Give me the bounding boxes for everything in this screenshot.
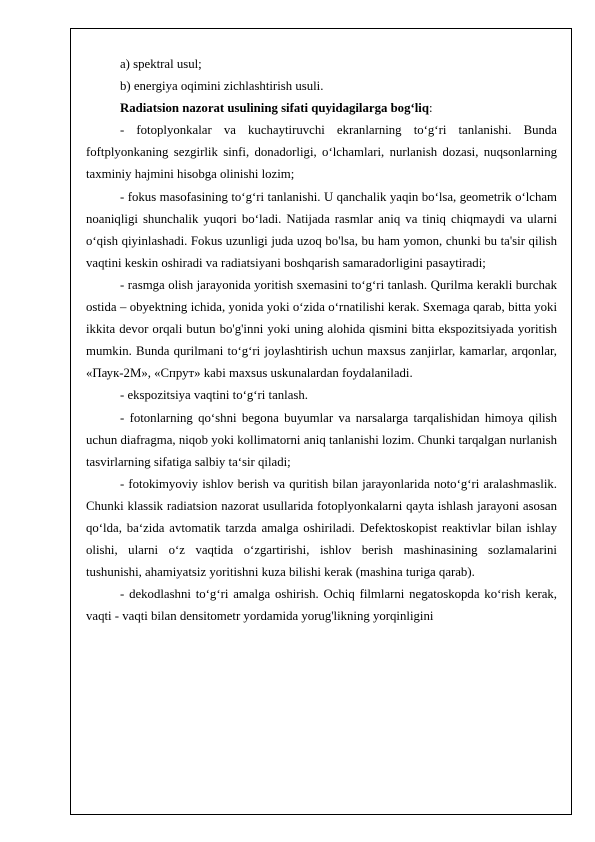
section-heading-colon: : <box>428 101 433 116</box>
list-item-b: b) energiya oqimini zichlashtirish usuli. <box>120 79 324 94</box>
paragraph-scatter-protection: - fotonlarning qo‘shni begona buyumlar va narsalarga tarqalishidan himoya qilish uchun diafragma, niqob yoki kollimatorni aniq tanlanishi lozim. Chunki tarqalgan nurlanish tasvirlarning sifatiga salbiy ta‘sir qiladi; <box>86 410 557 469</box>
paragraph-photochemical-processing: - fotokimyoviy ishlov berish va quritish bilan jarayonlarida noto‘g‘ri aralashmaslik. Chunki klassik radiatsion nazorat usullarida fotoplyonkalarni qayta ishlash jarayoni asosan qo‘lda, ba‘zida avtomatik tarzda amalga oshiriladi. Defektoskopist reaktivlar bilan ishlay olishi, ularni o‘z vaqtida o‘zgartirishi, ishlov berish mashinasining sozlamalarini tushunishi, ahamiyatsiz yoritishni kuza bilishi kerak (mashina turiga qarab). <box>86 476 557 580</box>
paragraph-exposure-time: - ekspozitsiya vaqtini to‘g‘ri tanlash. <box>120 388 308 403</box>
document-body <box>86 53 557 627</box>
paragraph-film-selection: - fotoplyonkalar va kuchaytiruvchi ekranlarning to‘g‘ri tanlanishi. Bunda foftplyonkaning sezgirlik sinfi, donadorligi, o‘lchamlari, nurlanish dozasi, nuqsonlarning taxminiy hajmini hisobga olinishi lozim; <box>86 123 557 182</box>
paragraph-decoding: - dekodlashni to‘g‘ri amalga oshirish. Ochiq filmlarni negatoskopda ko‘rish kerak, vaqti - vaqti bilan densitometr yordamida yorug'likning yorqinligini <box>86 587 557 624</box>
list-item-a: a) spektral usul; <box>120 57 202 71</box>
section-heading <box>86 97 557 119</box>
paragraph-focus-distance: - fokus masofasining to‘g‘ri tanlanishi. U qanchalik yaqin bo‘lsa, geometrik o‘lcham noaniqligi shunchalik yuqori bo‘ladi. Natijada rasmlar aniq va tiniq chiqmaydi va ularni o‘qish qiyinlashadi. Fokus uzunligi juda uzoq bo'lsa, bu ham yomon, chunki bu ta'sir qilish vaqtini keskin oshiradi va radiatsiyani boshqarish samaradorligini pasaytiradi; <box>86 189 557 270</box>
section-heading-text: Radiatsion nazorat usulining sifati quyidagilarga bog‘liq <box>120 101 429 116</box>
paragraph-lighting-scheme: - rasmga olish jarayonida yoritish sxemasini to‘g‘ri tanlash. Qurilma kerakli burchak ostida – obyektning ichida, yonida yoki o‘zida o‘rnatilishi kerak. Sxemaga qarab, bitta yoki ikkita devor orqali butun bo'g'inni yoki uning alohida qismini bitta ekspozitsiyada yoritish mumkin. Bunda qurilmani to‘g‘ri joylashtirish uchun maxsus zanjirlar, kamarlar, arqonlar, «Паук-2М», «Спрут» kabi maxsus uskunalardan foydalaniladi. <box>86 277 557 381</box>
